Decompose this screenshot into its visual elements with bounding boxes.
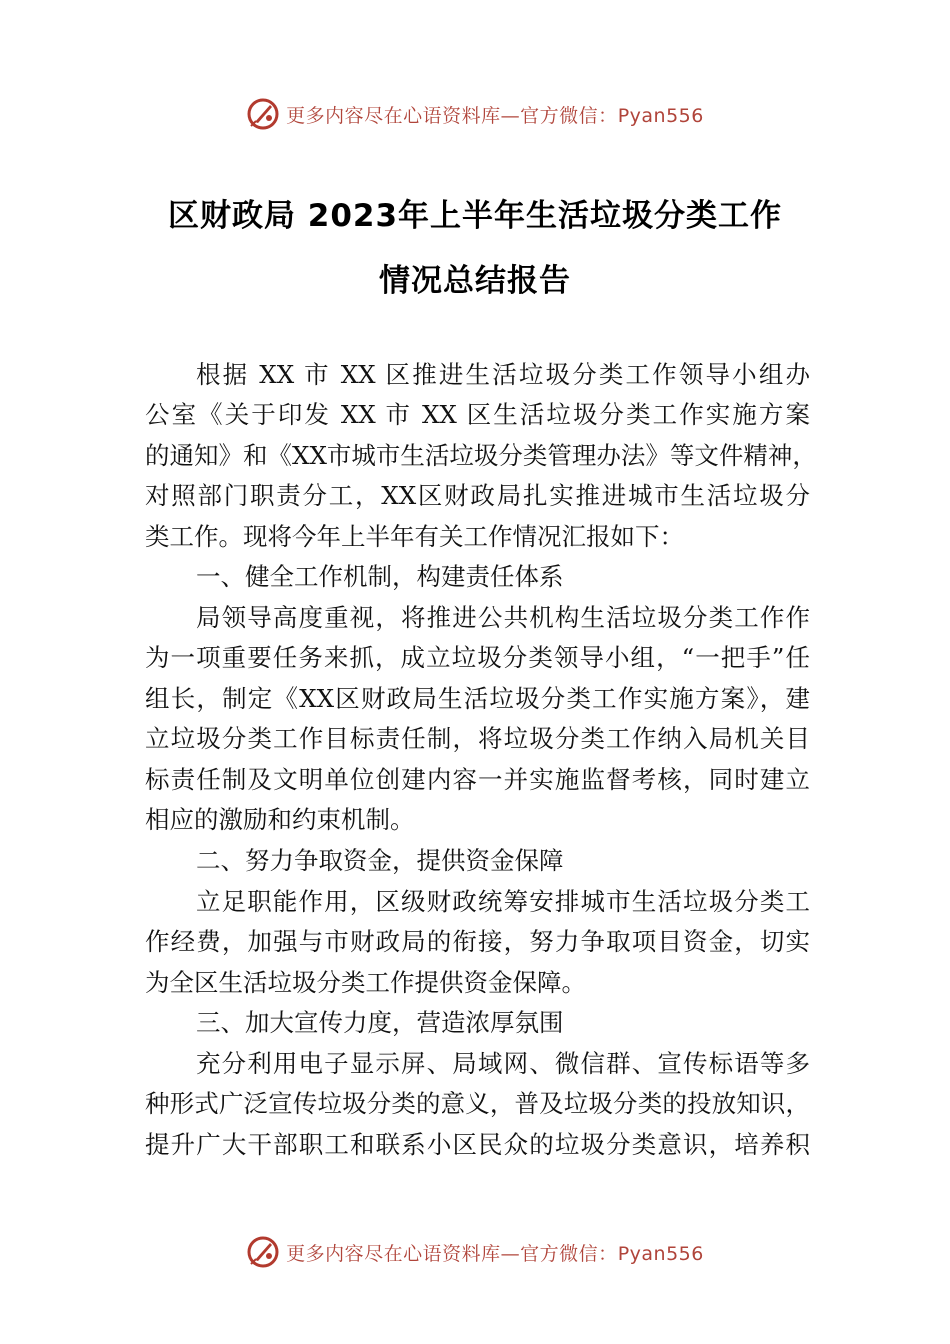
banner-promo-text: 更多内容尽在心语资料库 bbox=[286, 104, 501, 127]
section-heading: 二、努力争取资金，提供资金保障 bbox=[196, 846, 564, 875]
body-line: 种形式广泛宣传垃圾分类的意义，普及垃圾分类的投放知识， bbox=[145, 1089, 810, 1118]
body-line: 组长，制定《XX区财政局生活垃圾分类工作实施方案》，建 bbox=[145, 684, 810, 713]
banner-wechat-id: Pyan556 bbox=[617, 104, 704, 127]
body-line: 对照部门职责分工，XX区财政局扎实推进城市生活垃圾分 bbox=[145, 481, 810, 510]
banner-wechat-label: 官方微信： bbox=[520, 104, 618, 127]
body-line: 标责任制及文明单位创建内容一并实施监督考核，同时建立 bbox=[145, 765, 810, 794]
body-line: 立垃圾分类工作目标责任制，将垃圾分类工作纳入局机关目 bbox=[145, 724, 810, 753]
document-title-line-2: 情况总结报告 bbox=[379, 263, 571, 299]
body-line: 提升广大干部职工和联系小区民众的垃圾分类意识，培养积 bbox=[145, 1130, 810, 1159]
body-line: 的通知》和《XX市城市生活垃圾分类管理办法》等文件精神， bbox=[145, 441, 817, 470]
section-heading: 一、健全工作机制，构建责任体系 bbox=[196, 562, 564, 591]
banner-wechat-label: 官方微信： bbox=[520, 1242, 618, 1265]
body-line: 相应的激励和约束机制。 bbox=[145, 805, 415, 834]
body-line: 根据 XX 市 XX 区推进生活垃圾分类工作领导小组办 bbox=[196, 360, 810, 389]
footer-banner bbox=[0, 1232, 950, 1272]
banner-text bbox=[286, 101, 704, 128]
banner-text bbox=[286, 1239, 704, 1266]
body-line: 为全区生活垃圾分类工作提供资金保障。 bbox=[145, 968, 586, 997]
quill-seal-logo-icon bbox=[246, 97, 280, 131]
banner-wechat-id: Pyan556 bbox=[617, 1242, 704, 1265]
body-line: 类工作。现将今年上半年有关工作情况汇报如下： bbox=[145, 522, 684, 551]
body-line: 立足职能作用，区级财政统筹安排城市生活垃圾分类工 bbox=[196, 887, 810, 916]
banner-promo-text: 更多内容尽在心语资料库 bbox=[286, 1242, 501, 1265]
document-title-line-1: 区财政局 2023年上半年生活垃圾分类工作 bbox=[167, 198, 783, 234]
body-line: 作经费，加强与市财政局的衔接，努力争取项目资金，切实 bbox=[145, 927, 810, 956]
banner-dash: — bbox=[500, 104, 521, 127]
body-line: 充分利用电子显示屏、局域网、微信群、宣传标语等多 bbox=[196, 1049, 810, 1078]
body-line: 公室《关于印发 XX 市 XX 区生活垃圾分类工作实施方案 bbox=[145, 400, 810, 429]
quill-seal-logo-icon bbox=[246, 1235, 280, 1269]
section-heading: 三、加大宣传力度，营造浓厚氛围 bbox=[196, 1008, 564, 1037]
banner-dash: — bbox=[500, 1242, 521, 1265]
body-line: 为一项重要任务来抓，成立垃圾分类领导小组，“一把手”任 bbox=[145, 643, 810, 672]
header-banner bbox=[0, 94, 950, 134]
body-line: 局领导高度重视，将推进公共机构生活垃圾分类工作作 bbox=[196, 603, 810, 632]
